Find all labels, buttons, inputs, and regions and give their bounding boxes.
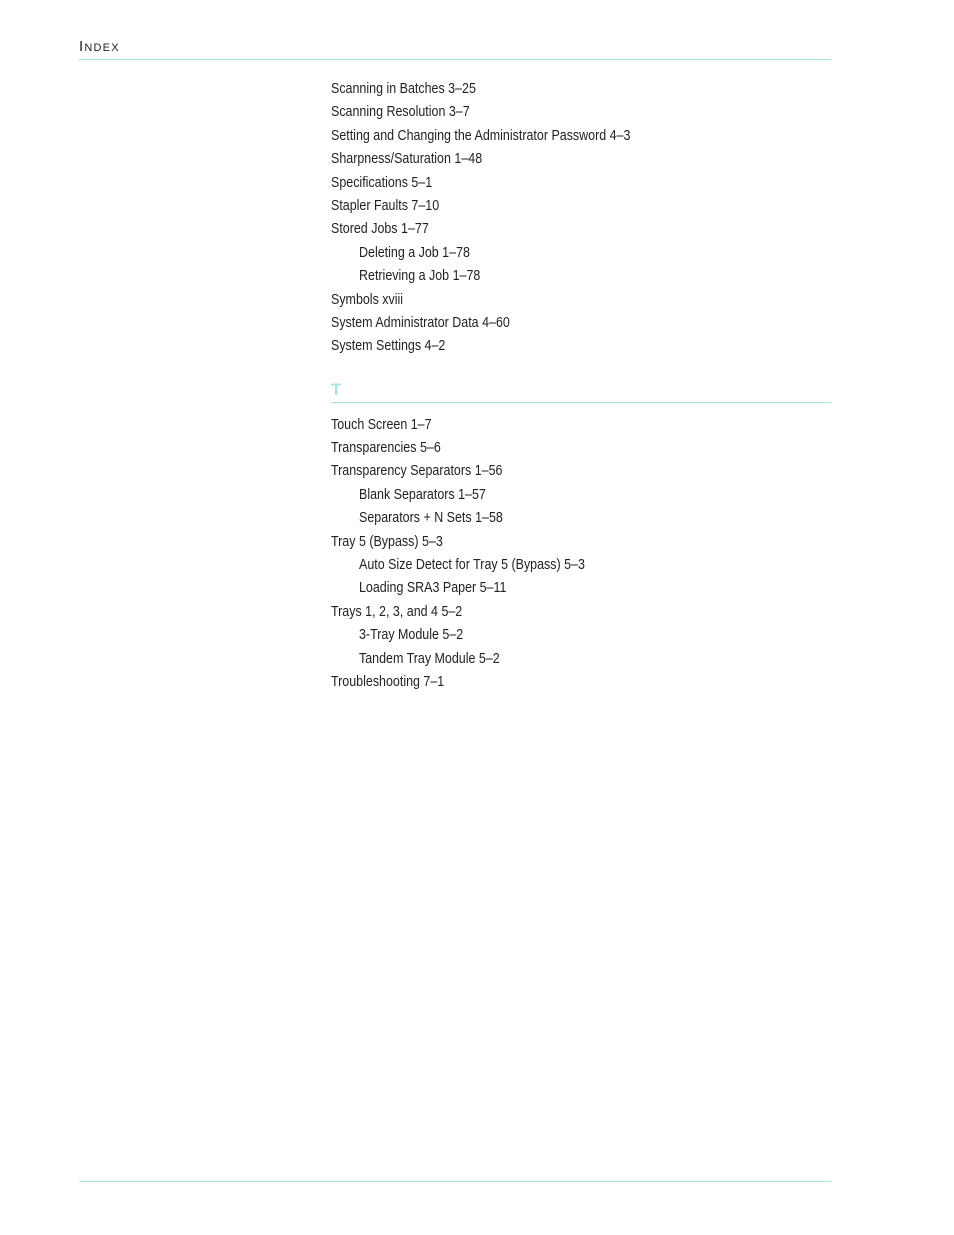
index-subentry: 3-Tray Module 5–2: [359, 627, 464, 644]
running-header: Index: [79, 38, 120, 55]
section-letter-t: T: [331, 379, 342, 399]
index-entry: System Settings 4–2: [331, 338, 446, 355]
index-entry: Stapler Faults 7–10: [331, 197, 440, 214]
index-entry: System Administrator Data 4–60: [331, 314, 510, 331]
index-entry: Troubleshooting 7–1: [331, 673, 445, 690]
index-subentry: Blank Separators 1–57: [359, 486, 486, 503]
index-entry: Specifications 5–1: [331, 174, 433, 191]
index-subentry: Auto Size Detect for Tray 5 (Bypass) 5–3: [359, 557, 585, 574]
index-subentry: Loading SRA3 Paper 5–11: [359, 580, 507, 597]
index-entry: Scanning Resolution 3–7: [331, 104, 470, 121]
index-entry: Touch Screen 1–7: [331, 416, 432, 433]
index-entry: Tray 5 (Bypass) 5–3: [331, 533, 443, 550]
index-entry: Symbols xviii: [331, 291, 404, 308]
index-column: [331, 78, 831, 694]
index-entry: Sharpness/Saturation 1–48: [331, 151, 483, 168]
index-entry: Setting and Changing the Administrator Password 4–3: [331, 127, 631, 144]
footer-rule: [79, 1181, 831, 1182]
index-subentry: Retrieving a Job 1–78: [359, 268, 481, 285]
header-rule: [79, 59, 831, 60]
index-list-s: [331, 78, 831, 359]
index-entry: Stored Jobs 1–77: [331, 221, 429, 238]
index-list-t: [331, 414, 831, 695]
index-subentry: Separators + N Sets 1–58: [359, 510, 503, 527]
index-entry: Trays 1, 2, 3, and 4 5–2: [331, 603, 463, 620]
index-subentry: Tandem Tray Module 5–2: [359, 650, 500, 667]
index-entry: Scanning in Batches 3–25: [331, 81, 476, 97]
index-entry: Transparency Separators 1–56: [331, 463, 503, 480]
index-subentry: Deleting a Job 1–78: [359, 244, 470, 261]
section-rule: [331, 402, 831, 403]
index-entry: Transparencies 5–6: [331, 440, 441, 457]
